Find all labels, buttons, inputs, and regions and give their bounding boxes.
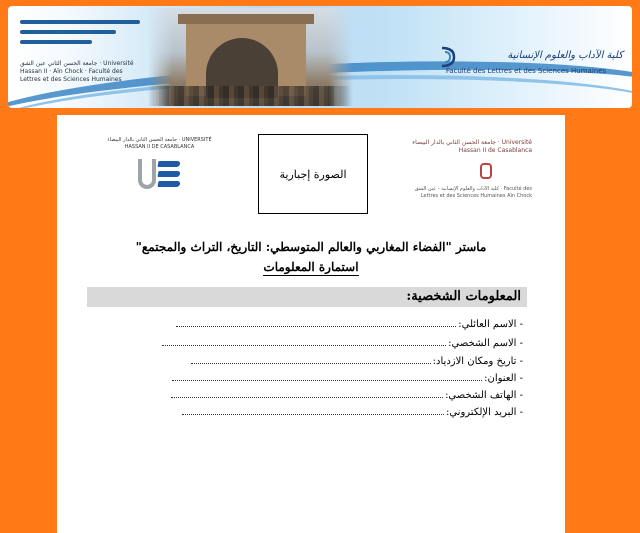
banner-card <box>8 6 632 108</box>
banner-university-logo <box>20 14 140 54</box>
fill-line[interactable] <box>191 354 431 364</box>
faculty-logo-subtext: كلية الآداب والعلوم الإنسانية - عين الشق · Faculté des Lettres et des Sciences Humaines Aïn Chock <box>414 186 532 199</box>
faculty-logo-text: جامعة الحسن الثاني بالدار البيضاء · Université Hassan II de Casablanca <box>412 139 532 154</box>
field-birth-date-place[interactable]: - تاريخ ومكان الازدياد: <box>191 354 523 368</box>
fill-line[interactable] <box>182 405 444 415</box>
banner-faculty-name-ar: كلية الآداب والعلوم الإنسانية <box>507 50 623 61</box>
campus-gate-photo <box>148 8 353 106</box>
fill-line[interactable] <box>176 317 456 327</box>
field-address[interactable]: - العنوان: <box>172 371 523 385</box>
banner-faculty-name-fr: Faculté des Lettres et des Sciences Humaines <box>445 67 607 75</box>
form-page <box>57 115 565 533</box>
field-first-name[interactable]: - الاسم الشخصي: <box>162 336 523 350</box>
form-title: ماستر "الفضاء المغاربي والعالم المتوسطي: التاريخ، التراث والمجتمع" <box>135 240 487 254</box>
photo-upload-box[interactable] <box>258 134 368 214</box>
photo-box-label: الصورة إجبارية <box>279 167 347 181</box>
faculty-logo <box>412 139 532 200</box>
fill-line[interactable] <box>171 388 443 398</box>
banner-left-text: جامعة الحسن الثاني عين الشق · Université Hassan II · Aïn Chock · Faculté des Lettres et des Sciences Humaines <box>20 60 134 83</box>
field-phone[interactable]: - الهاتف الشخصي: <box>171 388 523 402</box>
faculty-logo-icon <box>438 46 458 68</box>
fill-line[interactable] <box>162 336 446 346</box>
section-heading-personal: المعلومات الشخصية: <box>87 287 527 307</box>
uh2-logo <box>102 137 217 193</box>
header-banner <box>0 0 640 115</box>
form-subtitle: استمارة المعلومات <box>263 260 359 274</box>
fill-line[interactable] <box>172 371 482 381</box>
field-email[interactable]: - البريد الإلكتروني: <box>182 405 523 419</box>
field-family-name[interactable]: - الاسم العائلي: <box>176 317 523 331</box>
faculty-emblem-icon <box>480 163 492 179</box>
uh2-logo-text: جامعة الحسن الثاني بالدار البيضاء · UNIVERSITÉ HASSAN II DE CASABLANCA <box>107 137 212 150</box>
uh2-mark-icon <box>134 157 186 193</box>
